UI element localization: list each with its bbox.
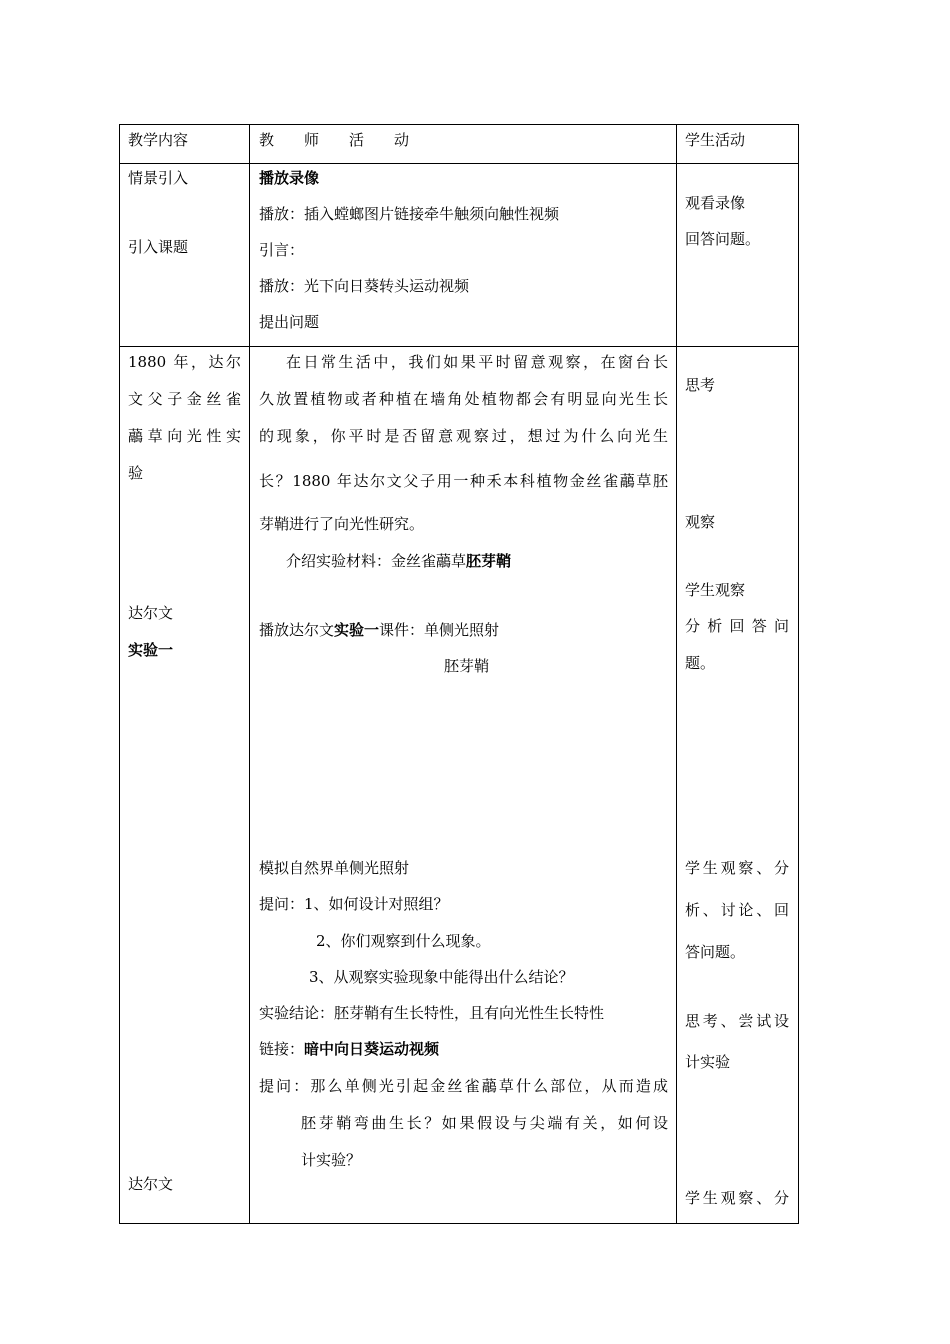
row2-student-cell bbox=[677, 347, 799, 1224]
row2-para-line: 长？1880 年达尔文父子用一种禾本科植物金丝雀虉草胚 bbox=[259, 472, 668, 490]
row2-exp1-line bbox=[259, 621, 499, 639]
row2-material bbox=[286, 552, 511, 570]
row2-para-line: 芽鞘进行了向光性研究。 bbox=[259, 515, 425, 533]
row2-title-line: 1880 年，达尔 bbox=[128, 353, 241, 371]
row1-teacher-heading: 播放录像 bbox=[259, 169, 320, 187]
row2-teacher-cell bbox=[250, 347, 677, 1224]
table-header-row bbox=[120, 125, 799, 164]
row2-question-2: 2、你们观察到什么现象。 bbox=[316, 932, 491, 950]
header-student: 学生活动 bbox=[685, 131, 746, 149]
row1-content-line: 情景引入 bbox=[128, 169, 189, 187]
link-bold: 暗中向日葵运动视频 bbox=[304, 1040, 440, 1058]
row2-student-line: 思考、尝试设 bbox=[685, 1012, 789, 1030]
row2-simulate: 模拟自然界单侧光照射 bbox=[259, 859, 410, 877]
row2-title-line: 虉草向光性实 bbox=[128, 427, 241, 445]
row2-student-think: 思考 bbox=[685, 376, 716, 394]
exp1-prefix: 播放达尔文 bbox=[259, 621, 335, 639]
header-student-cell bbox=[677, 125, 799, 164]
row2-student-line: 学生观察、分 bbox=[685, 1189, 789, 1207]
row1-teacher-line: 播放：光下向日葵转头运动视频 bbox=[259, 277, 470, 295]
row1-teacher-line: 播放：插入螳螂图片链接牵牛触须向触性视频 bbox=[259, 205, 560, 223]
row1-content-line: 引入课题 bbox=[128, 238, 189, 256]
row2-ask-line: 计实验？ bbox=[301, 1151, 362, 1169]
material-prefix: 介绍实验材料：金丝雀虉草 bbox=[286, 552, 467, 570]
table-row-intro bbox=[120, 164, 799, 347]
row1-student-line: 观看录像 bbox=[685, 194, 746, 212]
link-prefix: 链接： bbox=[259, 1040, 305, 1058]
row2-title-line: 文父子金丝雀 bbox=[128, 390, 241, 408]
row1-content-cell bbox=[120, 164, 250, 347]
row2-student-line: 析、讨论、回 bbox=[685, 901, 789, 919]
header-content: 教学内容 bbox=[128, 131, 189, 149]
row2-ask-line: 提问：那么单侧光引起金丝雀虉草什么部位，从而造成 bbox=[259, 1077, 668, 1095]
row2-student-observe: 观察 bbox=[685, 513, 716, 531]
header-teacher-cell bbox=[250, 125, 677, 164]
row1-student-line: 回答问题。 bbox=[685, 230, 761, 248]
row2-para-line: 在日常生活中，我们如果平时留意观察，在窗台长 bbox=[286, 353, 668, 371]
row2-section-darwin-2: 达尔文 bbox=[128, 1175, 174, 1193]
row2-student-line: 学生观察 bbox=[685, 581, 746, 599]
row2-question-3: 3、从观察实验现象中能得出什么结论？ bbox=[309, 968, 574, 986]
header-teacher: 教 师 活 动 bbox=[259, 131, 410, 149]
row2-section-darwin: 达尔文 bbox=[128, 604, 174, 622]
row2-student-line: 分析回答问 bbox=[685, 617, 789, 635]
row2-student-line: 学生观察、分 bbox=[685, 859, 789, 877]
row2-student-line: 题。 bbox=[685, 654, 716, 672]
row2-student-line: 答问题。 bbox=[685, 943, 746, 961]
row1-teacher-line: 提出问题 bbox=[259, 313, 320, 331]
row1-student-cell bbox=[677, 164, 799, 347]
row1-teacher-cell bbox=[250, 164, 677, 347]
row2-section-experiment1: 实验一 bbox=[128, 641, 174, 659]
row2-ask-line: 胚芽鞘弯曲生长？如果假设与尖端有关，如何设 bbox=[301, 1114, 668, 1132]
table-row-experiment bbox=[120, 347, 799, 1224]
exp1-suffix: 课件：单侧光照射 bbox=[379, 621, 500, 639]
lesson-plan-table bbox=[119, 124, 799, 1224]
header-content-cell bbox=[120, 125, 250, 164]
row2-para-line: 久放置植物或者种植在墙角处植物都会有明显向光生长 bbox=[259, 390, 668, 408]
row2-conclusion: 实验结论：胚芽鞘有生长特性，且有向光性生长特性 bbox=[259, 1004, 605, 1022]
material-bold: 胚芽鞘 bbox=[466, 552, 512, 570]
row2-link bbox=[259, 1040, 439, 1058]
row2-question-1: 提问：1、如何设计对照组？ bbox=[259, 895, 449, 913]
row2-title-line: 验 bbox=[128, 464, 144, 482]
row1-teacher-line: 引言： bbox=[259, 241, 305, 259]
row2-student-line: 计实验 bbox=[685, 1053, 731, 1071]
exp1-bold: 实验一 bbox=[334, 621, 380, 639]
row2-exp1-line2: 胚芽鞘 bbox=[444, 657, 490, 675]
row2-content-cell bbox=[120, 347, 250, 1224]
row2-para-line: 的现象，你平时是否留意观察过，想过为什么向光生 bbox=[259, 427, 668, 445]
